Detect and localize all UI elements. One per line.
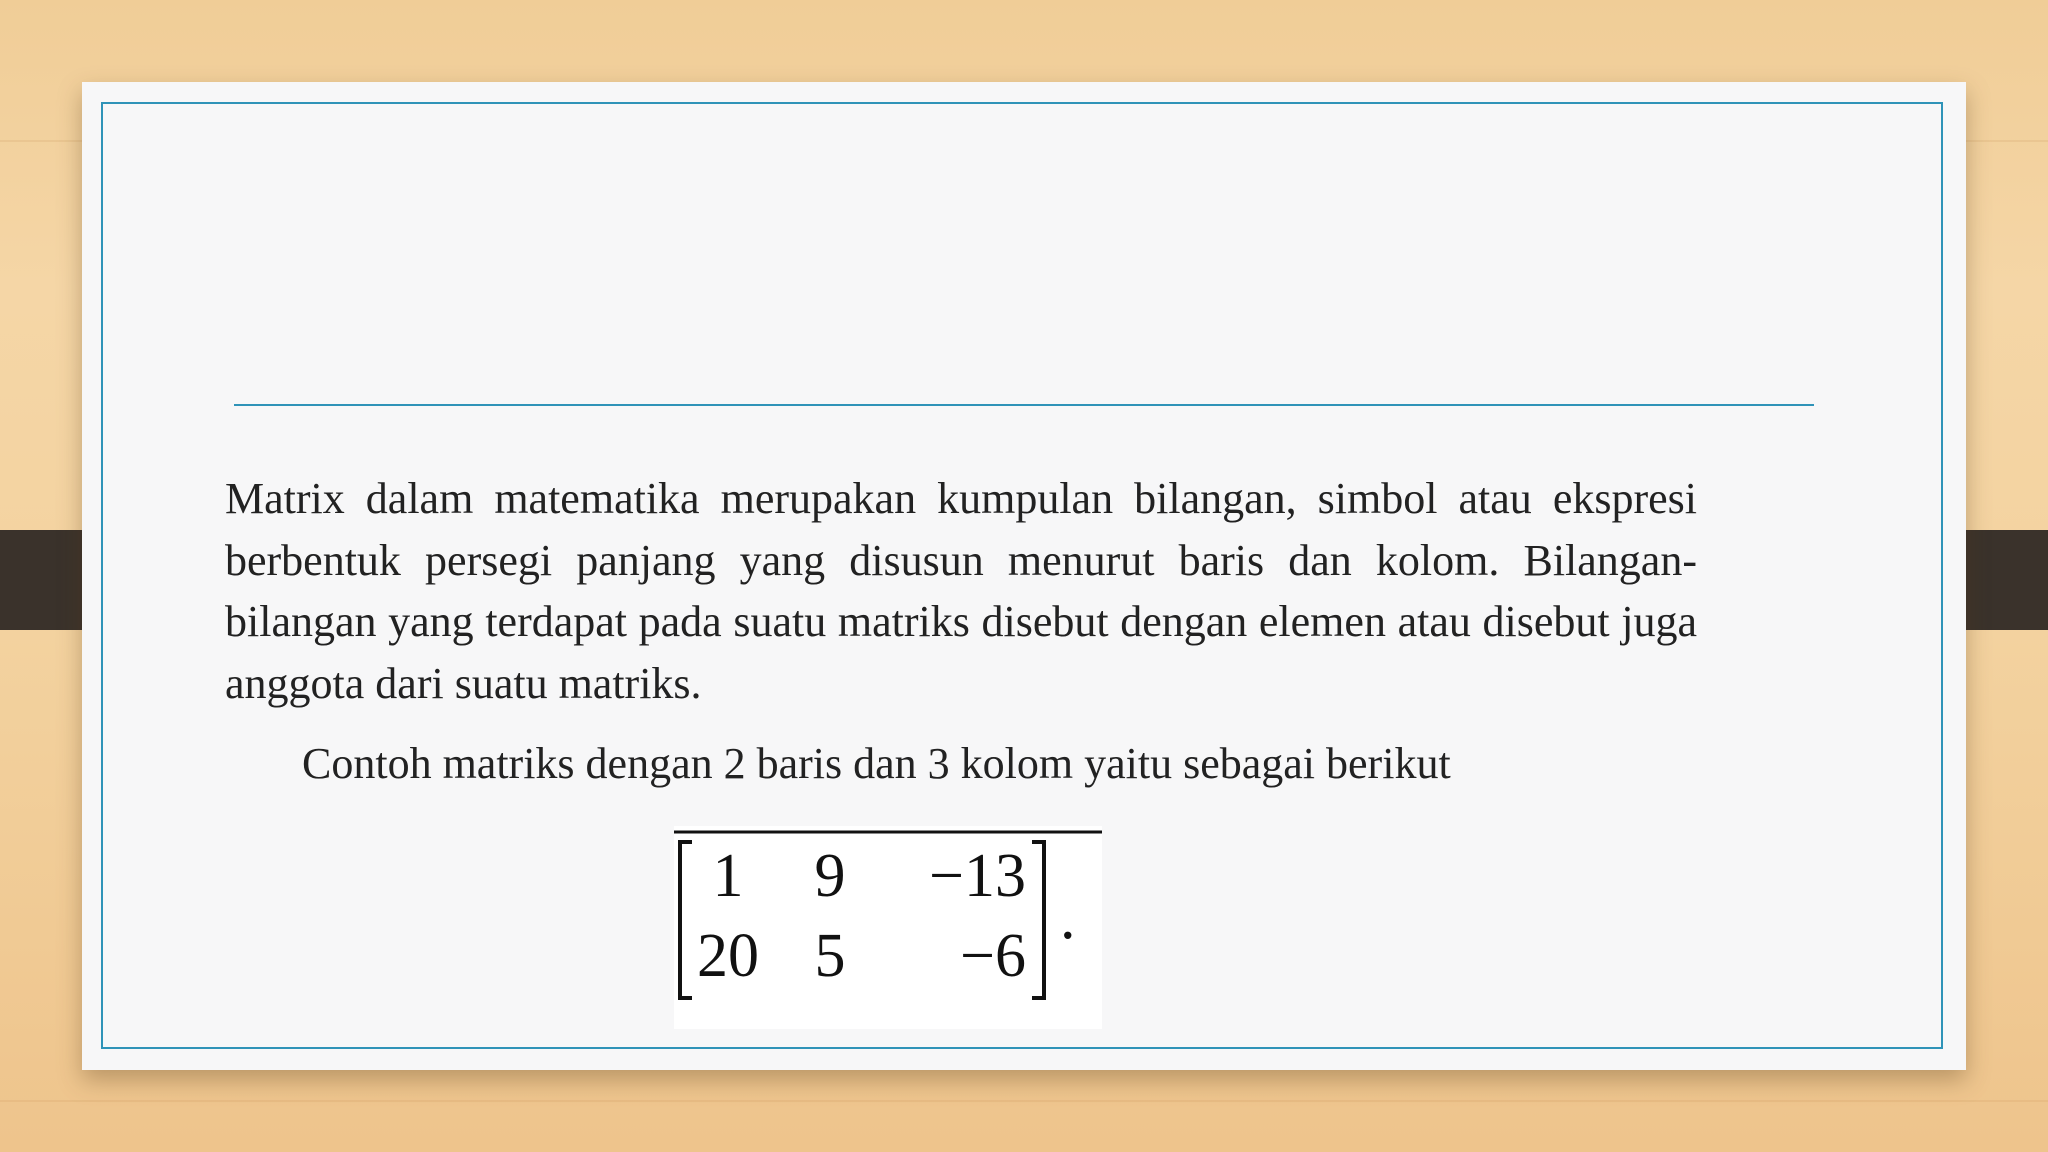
title-divider bbox=[234, 404, 1814, 406]
matrix-cell-r1c1: 1 bbox=[712, 842, 744, 910]
left-bracket bbox=[680, 842, 692, 998]
matrix-cell-r2c3: −6 bbox=[960, 922, 1026, 990]
matrix-cell-r2c1: 20 bbox=[697, 922, 759, 990]
example-intro: Contoh matriks dengan 2 baris dan 3 kolom yaitu sebagai berikut bbox=[302, 739, 1451, 788]
right-bracket bbox=[1032, 842, 1044, 998]
wood-grain bbox=[0, 1100, 2048, 1102]
matrix-cell-r1c2: 9 bbox=[814, 842, 846, 910]
matrix-cell-r1c3: −13 bbox=[929, 842, 1026, 910]
matrix-figure bbox=[674, 826, 1102, 1029]
matrix-period: . bbox=[1060, 884, 1076, 952]
body-paragraph: Matrix dalam matematika merupakan kumpulan bilangan, simbol atau ekspresi berbentuk persegi panjang yang disusun menurut baris dan kolom. Bilangan-bilangan yang terdapat pada suatu matriks disebut dengan elemen atau disebut juga anggota dari suatu matriks. bbox=[225, 474, 1697, 708]
matrix-cell-r2c2: 5 bbox=[814, 922, 846, 990]
